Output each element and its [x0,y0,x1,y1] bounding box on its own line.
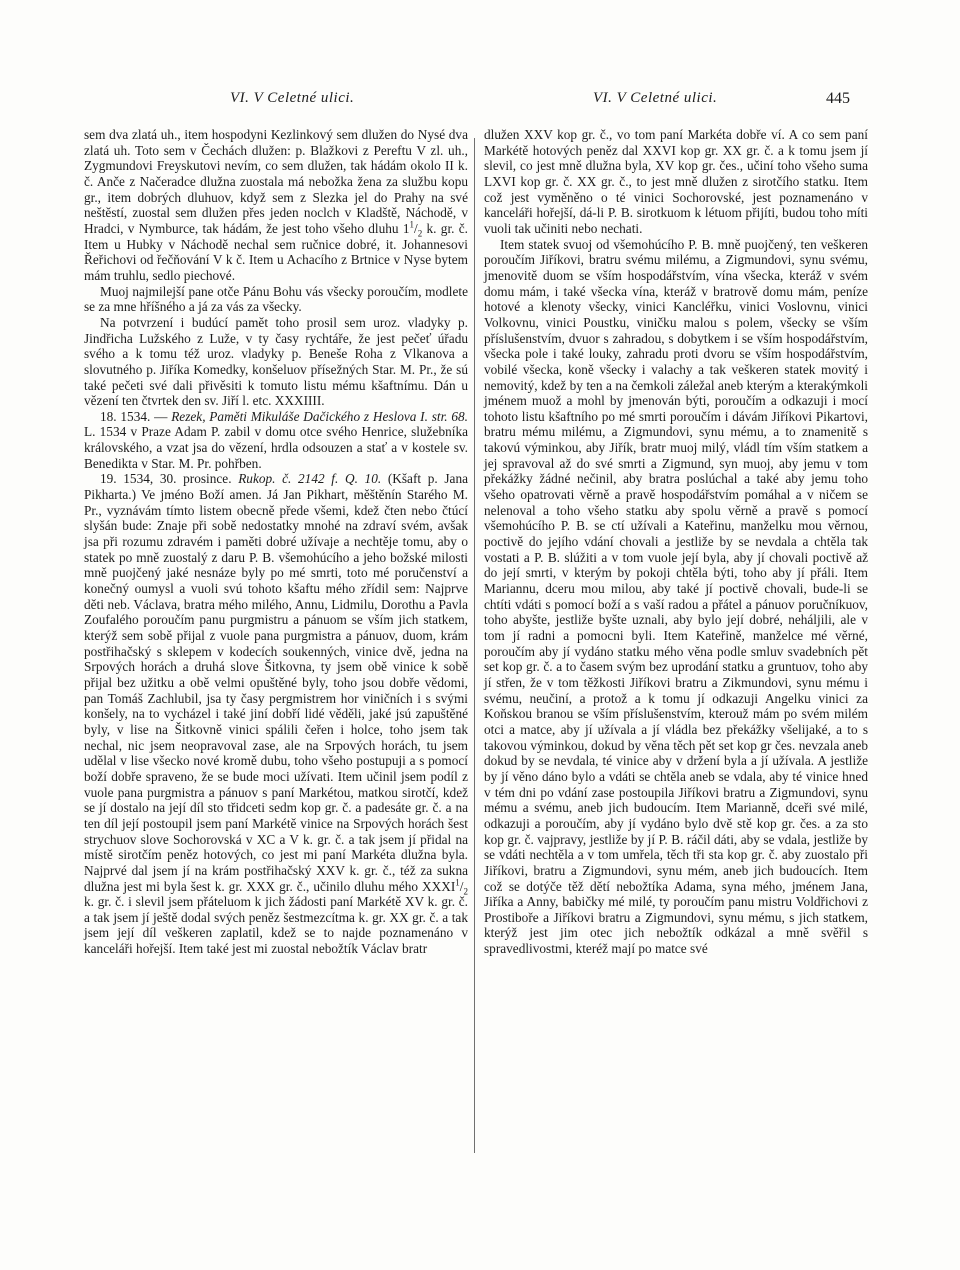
fraction-denominator: 2 [463,886,468,897]
paragraph: Na potvrzení i budúcí pamět toho prosil sem uroz. vladyky p. Jindřicha Lužského z Luže, v ty časy rychtáře, že jest pečeť úřadu svého a k tomu též uroz. vladyky p. Beneše Roha z Vlkanova a slovutného p. Jiříka Komedky, konšeluov přísežných Star. M. Pr., že sú také pečeti své dali přivěsiti k tomuto listu mému kšaftnímu. Dán u vězení ten čtvrtek den sv. Jiří l. etc. XXXIIII. [84,314,468,409]
paragraph: Item statek svuoj od všemohúcího P. B. mně puojčený, ten veškeren poroučím Jiříkovi, bratru svému milému, a Zigmundovi, synu svému, jmenovitě duom se vším hospodářstvím, vína všecka, kteráž v svém domu mám, i také všecka vína, kteráž v bratrově domu mám, peníze hotové a klenoty všecky, vinici Kancléřku, vinici Voslovnu, vinici Volkovnu, vinici Poustku, viničku malou s polem, všecky se vším příslušenstvím, dvuor s zahradou, s dobytkem i se vším hospodářstvím, všecka pole i také louky, zahradu proti dvoru se vším hospodářstvím, vobilé všecka, koně všecky i valachy a tak veškeren statek movitý i nemovitý, kdež by ten a na čemkoli záležal aneb kterým a kterakýmkoli jménem muož a mohl by jmenován býti, poroučím a odkazuji i mocí tohoto listu kšaftního po mé smrti poroučím i dávám Jiříkovi Pikartovi, bratru mému milému, a Zigmundovi, synu mému, a to znamenitě s takovú výminkou, aby Jiřík, bratr muoj milý, vládl tím vším statkem a jej spravoval až do své smrti a Zigmund, syn muoj, aby jemu v tom překážky žádné nečinil, aby bratra poslúchal a také aby jemu toho všeho opatrovati věrně a pravě hospodářstvím pomáhal a v ničem se nelenoval a toho všeho statku aby spolu věrně a pravě s pomocí všemohúcího P. B. se ctí užívali a Kateřinu, manželku mou věrnou, poctivě do jejího vdání chovali a jestliže by se nevdala a chtěla tak vostati a P. B. slúžiti a v tom vuole její byla, aby jí chovali poctivě až do její smrti, v kterým by pokoji chtěla býti, toho aby jí přáli. Item Mariannu, dceru mou milou, aby také jí poctivě chovali, bude-li se chtíti vdáti s pomocí boží a s vaší radou a přátel a pánuov poručníkuov, toho abyšte, jestliže byšte uznali, aby bylo její dobré, neháljili, ale v tom jí radni a pomocni byli. Item Kateřině, manželce mé věrné, poroučím aby jí vydáno statku mého věna podle smluv svadebních pět set kop gr. č. a to časem svým bez uprodání statku a gruntuov, toho aby jí střen, že v tom těžkosti Jiříkovi bratru a Zikmundovi, synu mému i svému, neučiní, a protož a k tomu jí odkazuji Angelku vinici za Koňskou branou se vším příslušenstvím, kterouž mám po svém milém otci a matce, aby jí užívala a jí vládla bez překážky všelijaké, a to s takovou výminkou, dokud by věna těch pět set kop gr čes. nevzala aneb dokud by se nevdala, té vinice aby v držení byla a jí užívala. A jestliže by jí věno dáno bylo a vdáti se chtěla aneb se vdala, aby té vinice hned v tém dni po vdání zase postoupila Jiříkovi bratru a Zigmundovi, synu mému a svému, aneb jich budoucím. Item Marianně, dceři své milé, odkazuji a poroučím, aby jí vydáno bylo dvě stě kop gr. čes. a za sto kop gr. č. vajpravy, jestliže by jí P. B. ráčil dáti, aby se vdala, jestliže by se vdáti nechtěla a v tom umřela, těch tři sta kop gr. č. aby zuostalo při Jiříkovi, bratru a Zigmundovi, synu mém, aneb jich budoucích. Item což se dotýče těž dětí nebožtíka Adama, syna mého, jménem Jana, Jiříka a Anny, babičky mé milé, ty poroučím panu mistru Voldřichovi z Prostiboře a Jiříkovi bratru a Zigmundovi, synu mému, s jich statkem, kterýž jest jim otec jich nebožtík odkázal a mně svěřil s spravedlivostmi, kteréž mají po matce své [484,236,868,957]
left-column [84,127,468,957]
entry-source: Rezek, Paměti Mikuláše Dačického z Heslova I. str. 68. [171,408,469,424]
running-head-right: VI. V Celetné ulici. [593,90,718,106]
entry-heading: 19. 1534, 30. prosince. [100,471,239,487]
running-head-left: VI. V Celetné ulici. [230,90,355,106]
entry-text: L. 1534 v Praze Adam P. zabil v domu otce svého Henrice, služebníka královského, a vzat jsa do vězení, hrdla odsouzen a stať a v kostele sv. Benedikta v Star. M. Pr. pohřben. [84,424,468,471]
paragraph: Muoj najmilejší pane otče Pánu Bohu vás všecky poroučím, modlete se za mne hříšného a já za vás za všecky. [84,283,468,315]
continued-paragraph: dlužen XXV kop gr. č., vo tom paní Markéta dobře ví. A co sem paní Markétě hotových peněz dal XXVI kop gr. XX gr. č. a k tomu jsem jí slevil, co jest mně dlužna byla, XV kop gr. čes., učiní toho všeho suma LXVI kop gr. č. XX gr. č., to jest mně dlužen z sirotčího statku. Item což jest vyměněno o té vinici Sochorovské, jest poznamenáno v kanceláři hořejší, dá-li P. B. sirotkuom k létuom přijíti, budou toho míti vuoli tak učiniti nebo nechati. [484,127,868,236]
entry-18 [84,409,468,472]
entry-heading: 18. 1534. — [100,408,172,424]
entry-text: k. gr. č. i slevil jsem přáteluom k jich žádosti paní Markétě XV k. gr. č. a tak jsem jí ještě dodal svých peněz šestmezcítma k. gr. XX gr. č. a tak jsem její díl veškeren zaplatil, kdež se to najde poznamenáno v kanceláři hořejší. Item také jest mi zuostal nebožtík Václav bratr [84,894,468,957]
fraction-denominator: 2 [417,228,423,239]
entry-source: Rukop. č. 2142 f. Q. 10. [238,471,382,487]
continued-paragraph: sem dva zlatá uh., item hospodyni Kezlinkový sem dlužen do Nysé dva zlatá uh. Toto sem v Čechách dlužen: p. Blažkovi z Pereftu V zl. uh., Zygmundovi Freyskutovi nevím, co sem dlužen, tak hádám okolo II k. č. Anče z Načeradce dlužna zuostala má nebožka žena za službu kopu gr., item dobrých dluhuov, když sem z Slezka jel do Prahy na své neštěstí, zuostal sem dlužen přes jeden noclch v Kladště, Náchodě, v Hradci, v Nymburce, tak hádám, že jest toho všeho dluhu $1^1/_2$ k. gr. č. Item u Hubky v Náchodě nechal sem ručnice dobré, it. Johannesovi Řeřichovi od řečňování V k č. Item u Achacího z Brtnice v Nyse bytem mám truhlu, sedlo piechové. [84,127,468,283]
text-run: k. gr. č. Item u Hubky v Náchodě nechal sem ručnice dobré, it. Johannesovi Řeřichovi od řečňování V k č. Item u Achacího z Brtnice v Nyse bytem mám truhlu, sedlo piechové. [84,220,468,283]
fraction-numerator: 1 [455,877,460,888]
entry-text: (Kšaft p. Jana Pikharta.) Ve jméno Boží amen. Já Jan Pikhart, měštěnín Starého M. Pr., vyznávám tímto listem obecně přede všemi, kdež čten nebo čtúcí slyšán bude: Znaje při sobě nedostatky mnohé na zdraví svém, avšak jsa při rozumu zdravém i paměti dobré užívaje a nechtěje tomu, aby o statek po mně zuostalý z daru P. B. všemohúcího a jeho božské milosti mně puojčený jaké nesnáze byly po mé smrti, toto mé poručenství a konečný oumysl a vuoli svú tohoto kšaftu mého zřídil sem: Najprve děti neb. Václava, bratra mého milého, Annu, Lidmilu, Dorothu a Pavla Zoufalého poroučím panu purgmistru a pánuom se vším jich statkem, kterýž sem sobě přijal z vuole pana purgmistra a pánuov, duom, krám postřihačský s sklepem v kodecích soukenných, vinice dvě, jedna na Srpových horách a druhá slove Šitkovna, ty jsem obě vinice k sobě přijal bez užitku a obě velmi opuštěné byly, toho jsou dobře vědomi, pan Tomáš Zachlubil, jsa ty časy pergmistrem hor viničních i s svými konšely, na to vycházel i také jiní dobří lidé věděli, jaké jsú zapuštěné byly, v lise na Šitkovně vinici spálili čeřen i holce, toho jsem tak nechal, nic jsem neopravoval zase, ale na Srpových horách, tu jsem udělal v lise všecko nové kromě dubu, toho všeho postupuji a s pomocí boží dobře spraveno, že se bude moci užívati. Item učinil jsem podíl z vuole pana purgmistra a pánuov s paní Markétou, matkou sirotčí, kdež se jí dostalo na její díl sto třidceti sedm kop gr. č. a padesáte gr. č. a na ten díl její postoupil jsem paní Markétě vinice na Srpových horách šest strychuov slove Sochorovská v XC a V k. gr. č. a tak jsem jí přidal na místě sirotčím peněz hotových, co jest mi paní Markéta dlužna byla. Najprvé dal jsem jí na krám postřihačský XXV k. gr. č., též za sukna dlužna jest mi byla šest k. gr. XXX gr. č., učinilo dluhu mého XXXI [84,471,469,894]
text-run: sem dva zlatá uh., item hospodyni Kezlinkový sem dlužen do Nysé dva zlatá uh. Toto sem v Čechách dlužen: p. Blažkovi z Pereftu V zl. uh., Zygmundovi Freyskutovi nevím, co sem dlužen, tak hádám okolo II k. č. Anče z Načeradce dlužna zuostala má nebožka žena za službu kopu gr., item dobrých dluhuov, když sem z Slezka jel do Prahy na své neštěstí, zuostal sem dlužen přes jeden noclch v Kladště, Náchodě, v Hradci, v Nymburce, tak hádám, že jest toho všeho dluhu 1 [84,127,468,236]
page-number: 445 [826,90,850,107]
column-divider [474,138,475,1153]
fraction-numerator: 1 [409,219,415,230]
right-column [484,127,868,957]
entry-19: 19. 1534, 30. prosince. Rukop. č. 2142 f. Q. 10. (Kšaft p. Jana Pikharta.) Ve jméno Boží amen. Já Jan Pikhart, měštěnín Starého M. Pr., vyznávám tímto listem obecně přede všemi, kdež čten nebo čtúcí slyšán bude: Znaje při sobě nedostatky mnohé na zdraví svém, avšak jsa při rozumu zdravém i paměti dobré užívaje a nechtěje tomu, aby o statek po mně zuostalý z daru P. B. všemohúcího a jeho božské milosti mně puojčený jaké nesnáze byly po mé smrti, toto mé poručenství a konečný oumysl a vuoli svú tohoto kšaftu mého zřídil sem: Najprve děti neb. Václava, bratra mého milého, Annu, Lidmilu, Dorothu a Pavla Zoufalého poroučím panu purgmistru a pánuom se vším jich statkem, kterýž sem sobě přijal z vuole pana purgmistra a pánuov, duom, krám postřihačský s sklepem v kodecích soukenných, vinice dvě, jedna na Srpových horách a druhá slove Šitkovna, ty jsem obě vinice k sobě přijal bez užitku a obě velmi opuštěné byly, toho jsou dobře vědomi, pan Tomáš Zachlubil, jsa ty časy pergmistrem hor viničních i s svými konšely, na to vycházel i také jiní dobří lidé věděli, jaké jsú zapuštěné byly, v lise na Šitkovně vinici spálili čeřen i holce, toho jsem tak nechal, nic jsem neopravoval zase, ale na Srpových horách, tu jsem udělal v lise všecko nové kromě dubu, toho všeho postupuji a s pomocí boží dobře spraveno, že se bude moci užívati. Item učinil jsem podíl z vuole pana purgmistra a pánuov s paní Markétou, matkou sirotčí, kdež se jí dostalo na její díl sto třidceti sedm kop gr. č. a padesáte gr. č. a na ten díl její postoupil jsem paní Markétě vinice na Srpových horách šest strychuov slove Sochorovská v XC a V k. gr. č. a tak jsem jí přidal na místě sirotčím peněz hotových, co jest mi paní Markéta dlužna byla. Najprvé dal jsem jí na krám postřihačský XXV k. gr. č., též za sukna dlužna jest mi byla šest k. gr. XXX gr. č., učinilo dluhu mého $XXXI^1/_2$ k. gr. č. i slevil jsem přáteluom k jich žádosti paní Markétě XV k. gr. č. a tak jsem jí ještě dodal svých peněz šestmezcítma k. gr. XX gr. č. a tak jsem její díl veškeren zaplatil, kdež se to najde poznamenáno v kanceláři hořejší. Item také jest mi zuostal nebožtík Václav bratr [84,471,469,957]
